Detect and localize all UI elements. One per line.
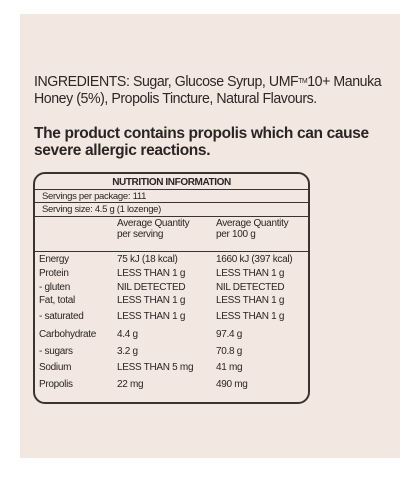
per-serving-value: LESS THAN 1 g <box>117 268 186 279</box>
table-row <box>35 281 308 294</box>
table-row <box>35 361 308 374</box>
divider <box>35 202 308 203</box>
nutrient-name: Protein <box>39 268 69 279</box>
ingredients-heading: INGREDIENTS <box>34 74 126 90</box>
per-serving-value: 3.2 g <box>117 346 138 357</box>
nutrient-name: Sodium <box>39 362 72 373</box>
serving-size: Serving size: 4.5 g (1 lozenge) <box>42 204 162 215</box>
nutrient-name: Carbohydrate <box>39 329 96 340</box>
table-row <box>35 267 308 280</box>
per-serving-value: LESS THAN 1 g <box>117 295 186 306</box>
ingredients-list-part2: 10+ Manuka Honey (5%), Propolis Tincture, Natural Flavours. <box>34 74 382 107</box>
per-serving-value: 22 mg <box>117 379 144 390</box>
ingredients-list-part1: : Sugar, Glucose Syrup, UMF <box>125 74 299 90</box>
per-100g-value: NIL DETECTED <box>216 282 285 293</box>
ingredients-text <box>34 74 385 108</box>
table-row <box>35 378 308 391</box>
divider <box>35 216 308 217</box>
column-header-per-100g <box>216 218 288 240</box>
allergy-warning: The product contains propolis which can cause severe allergic reactions. <box>34 125 369 159</box>
trademark-symbol: TM <box>298 78 308 85</box>
per-100g-value: LESS THAN 1 g <box>216 268 285 279</box>
per-serving-value: 75 kJ (18 kcal) <box>117 254 178 265</box>
per-serving-value: 4.4 g <box>117 329 138 340</box>
per-100g-value: LESS THAN 1 g <box>216 295 285 306</box>
nutrient-name: Fat, total <box>39 295 75 306</box>
nutrient-name: Propolis <box>39 379 73 390</box>
per-100g-value: 41 mg <box>216 362 243 373</box>
table-row <box>35 328 308 341</box>
nutrition-panel <box>33 172 310 404</box>
table-row <box>35 345 308 358</box>
per-100g-value: LESS THAN 1 g <box>216 311 285 322</box>
per-100g-value: 1660 kJ (397 kcal) <box>216 254 293 265</box>
table-row <box>35 253 308 266</box>
column-header-per-serving <box>117 218 189 240</box>
per-100g-value: 97.4 g <box>216 329 243 340</box>
table-row <box>35 310 308 323</box>
servings-per-package: Servings per package: 111 <box>42 191 147 202</box>
per-serving-value: LESS THAN 5 mg <box>117 362 194 373</box>
divider <box>35 251 308 252</box>
nutrient-name: - gluten <box>39 282 70 293</box>
column-header-line: Average Quantity <box>117 218 190 229</box>
column-header-line: per 100 g <box>216 229 256 240</box>
per-100g-value: 490 mg <box>216 379 248 390</box>
nutrient-name: Energy <box>39 254 69 265</box>
per-100g-value: 70.8 g <box>216 346 243 357</box>
column-header-line: Average Quantity <box>216 218 289 229</box>
nutrition-title: NUTRITION INFORMATION <box>112 177 231 188</box>
nutrient-name: - sugars <box>39 346 73 357</box>
nutrient-name: - saturated <box>39 311 84 322</box>
per-serving-value: LESS THAN 1 g <box>117 311 186 322</box>
per-serving-value: NIL DETECTED <box>117 282 186 293</box>
table-row <box>35 294 308 307</box>
divider <box>35 189 308 190</box>
column-header-line: per serving <box>117 229 164 240</box>
